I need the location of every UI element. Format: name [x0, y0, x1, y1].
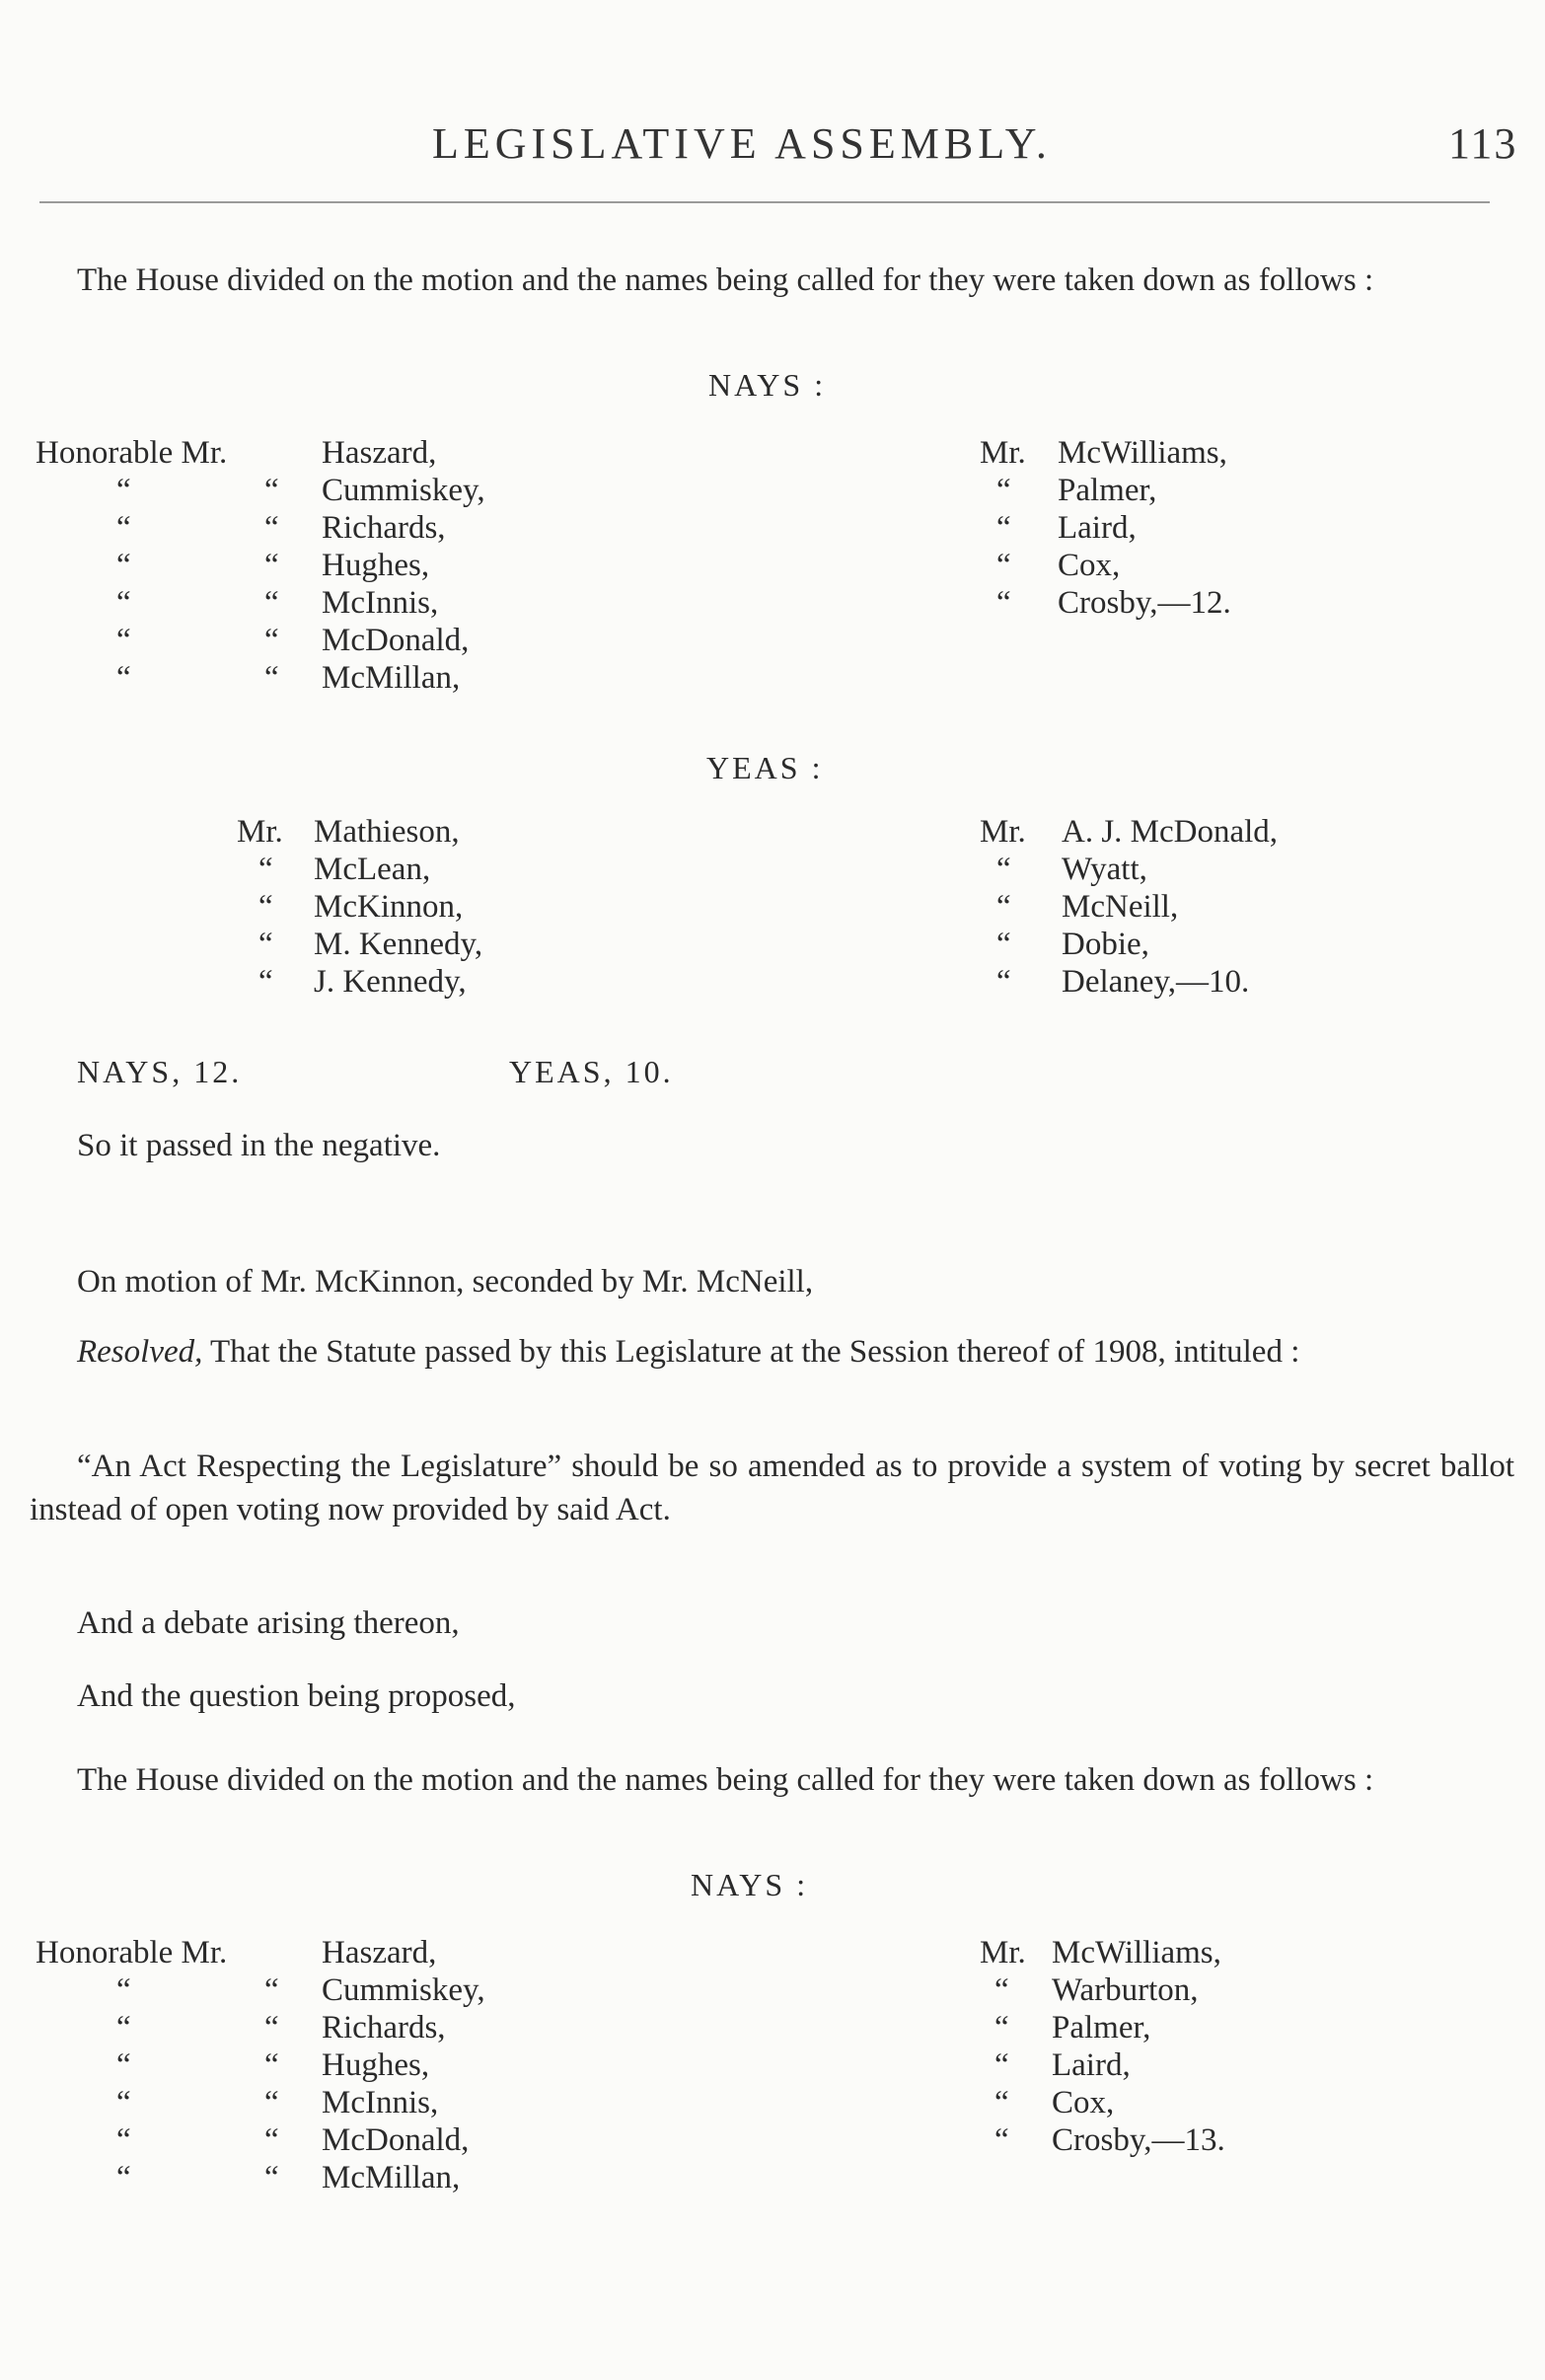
member-name: M. Kennedy, [314, 927, 483, 962]
ditto-mark: “ [994, 2085, 1009, 2120]
member-name: Cox, [1058, 548, 1121, 583]
member-name: Wyatt, [1062, 852, 1147, 887]
ditto-mark: “ [264, 623, 279, 658]
member-name: Richards, [322, 2010, 446, 2045]
ditto-mark: “ [116, 2160, 131, 2195]
ditto-mark: “ [264, 585, 279, 621]
member-name: McLean, [314, 852, 431, 887]
running-head: LEGISLATIVE ASSEMBLY. [432, 119, 1052, 168]
ditto-mark: “ [264, 2085, 279, 2120]
ditto-mark: “ [994, 2010, 1009, 2045]
ditto-mark: “ [116, 2085, 131, 2120]
division-intro: The House divided on the motion and the names being called for they were taken down as follows : [77, 262, 1374, 298]
division-intro-2: The House divided on the motion and the names being called for they were taken down as follows : [77, 1762, 1374, 1798]
member-name: Haszard, [322, 1935, 437, 1971]
ditto-mark: “ [258, 889, 273, 925]
ditto-mark: “ [996, 927, 1011, 962]
member-name: Crosby,—13. [1052, 2122, 1225, 2158]
ditto-mark: “ [996, 473, 1011, 508]
ditto-mark: “ [258, 964, 273, 1000]
ditto-mark: “ [116, 2010, 131, 2045]
ditto-mark: “ [264, 2047, 279, 2083]
member-prefix: Mr. [237, 814, 283, 850]
division-result: So it passed in the negative. [77, 1128, 441, 1163]
ditto-mark: “ [264, 2160, 279, 2195]
member-prefix: Honorable Mr. [36, 1935, 228, 1971]
member-name: A. J. McDonald, [1062, 814, 1279, 850]
member-name: Hughes, [322, 2047, 430, 2083]
ditto-mark: “ [994, 2047, 1009, 2083]
member-name: McInnis, [322, 2085, 439, 2120]
member-name: Crosby,—12. [1058, 585, 1231, 621]
motion-moved: On motion of Mr. McKinnon, seconded by Mr. McNeill, [77, 1264, 814, 1300]
ditto-mark: “ [116, 660, 131, 696]
member-prefix: Honorable Mr. [36, 435, 228, 471]
tally-nays: NAYS, 12. [77, 1054, 243, 1089]
nays-heading-2: NAYS : [691, 1867, 809, 1902]
member-prefix: Mr. [980, 435, 1026, 471]
ditto-mark: “ [116, 510, 131, 546]
ditto-mark: “ [264, 510, 279, 546]
ditto-mark: “ [994, 1972, 1009, 2008]
yeas-heading: YEAS : [706, 750, 824, 785]
member-name: McWilliams, [1058, 435, 1227, 471]
resolved-word: Resolved, [77, 1334, 203, 1370]
ditto-mark: “ [264, 1972, 279, 2008]
member-name: McMillan, [322, 2160, 461, 2195]
header-rule [39, 201, 1490, 203]
ditto-mark: “ [116, 2122, 131, 2158]
ditto-mark: “ [264, 2122, 279, 2158]
member-prefix: Mr. [980, 1935, 1026, 1971]
ditto-mark: “ [996, 510, 1011, 546]
page-number: 113 [1448, 119, 1518, 168]
member-name: McNeill, [1062, 889, 1179, 925]
member-name: Cummiskey, [322, 1972, 485, 2008]
member-name: Dobie, [1062, 927, 1149, 962]
ditto-mark: “ [116, 1972, 131, 2008]
ditto-mark: “ [116, 585, 131, 621]
ditto-mark: “ [264, 660, 279, 696]
ditto-mark: “ [258, 927, 273, 962]
member-name: Cummiskey, [322, 473, 485, 508]
member-name: Richards, [322, 510, 446, 546]
member-name: Palmer, [1052, 2010, 1151, 2045]
question-line: And the question being proposed, [77, 1678, 516, 1714]
ditto-mark: “ [258, 852, 273, 887]
ditto-mark: “ [116, 623, 131, 658]
member-name: Palmer, [1058, 473, 1157, 508]
ditto-mark: “ [264, 2010, 279, 2045]
ditto-mark: “ [996, 852, 1011, 887]
tally-yeas: YEAS, 10. [509, 1054, 674, 1089]
member-name: Hughes, [322, 548, 430, 583]
ditto-mark: “ [996, 585, 1011, 621]
member-name: Haszard, [322, 435, 437, 471]
ditto-mark: “ [994, 2122, 1009, 2158]
member-name: J. Kennedy, [314, 964, 467, 1000]
ditto-mark: “ [116, 473, 131, 508]
member-name: Laird, [1052, 2047, 1131, 2083]
member-prefix: Mr. [980, 814, 1026, 850]
member-name: McMillan, [322, 660, 461, 696]
nays-heading: NAYS : [708, 367, 827, 403]
debate-line: And a debate arising thereon, [77, 1605, 460, 1641]
ditto-mark: “ [996, 964, 1011, 1000]
ditto-mark: “ [996, 548, 1011, 583]
member-name: McDonald, [322, 623, 470, 658]
member-name: McInnis, [322, 585, 439, 621]
ditto-mark: “ [116, 548, 131, 583]
member-name: Cox, [1052, 2085, 1115, 2120]
member-name: Warburton, [1052, 1972, 1199, 2008]
act-text: “An Act Respecting the Legislature” should be so amended as to provide a system of voting by secret ballot instead of open voting now provided by said Act. [30, 1449, 1514, 1527]
ditto-mark: “ [264, 473, 279, 508]
ditto-mark: “ [264, 548, 279, 583]
resolution: Resolved, That the Statute passed by this Legislature at the Session thereof of 1908, intituled : [77, 1334, 1300, 1370]
member-name: McDonald, [322, 2122, 470, 2158]
member-name: McKinnon, [314, 889, 464, 925]
member-name: Mathieson, [314, 814, 460, 850]
member-name: Delaney,—10. [1062, 964, 1250, 1000]
member-name: Laird, [1058, 510, 1137, 546]
member-name: McWilliams, [1052, 1935, 1221, 1971]
ditto-mark: “ [116, 2047, 131, 2083]
ditto-mark: “ [996, 889, 1011, 925]
